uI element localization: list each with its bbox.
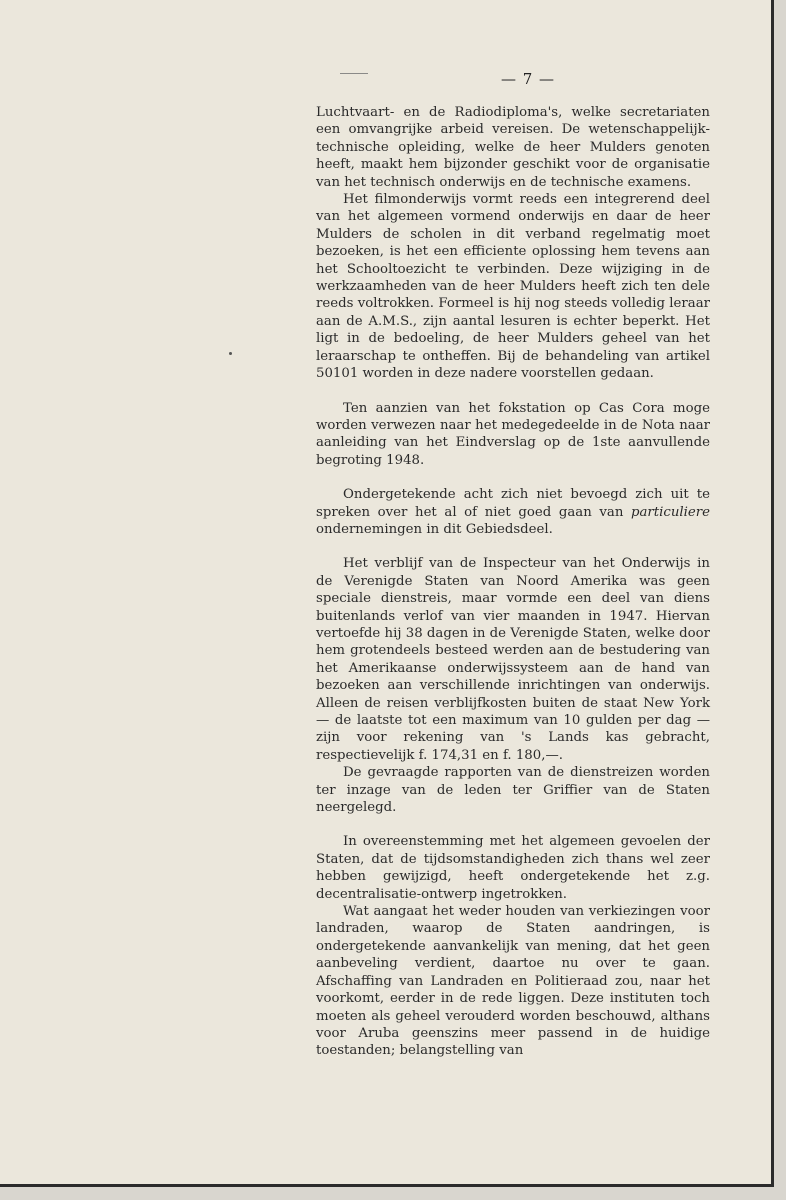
paragraph-6: De gevraagde rapporten van de dienstreizen worden ter inzage van de leden ter Griffier van de Staten neergelegd. [316,765,710,816]
ink-spot [229,352,232,355]
pencil-mark [340,73,368,74]
paragraph-1: Luchtvaart- en de Radiodiploma's, welke secretariaten een omvangrijke arbeid vereisen. De wetenschappelijk-technische opleiding, welke de heer Mulders genoten heeft, maakt hem bijzonder geschikt voor de organisatie van het technisch onderwijs en de technische examens. [316,105,710,190]
paragraph-spacer [316,469,710,486]
paragraph-2: Het filmonderwijs vormt reeds een integrerend deel van het algemeen vormend onderwijs en daar de heer Mulders de scholen in dit verband regelmatig moet bezoeken, is het een efficiente oplossing hem tevens aan het Schooltoezicht te verbinden. Deze wijziging in de werkzaamheden van de heer Mulders heeft zich ten dele reeds voltrokken. Formeel is hij nog steeds volledig leraar aan de A.M.S., zijn aantal lesuren is echter beperkt. Het ligt in de bedoeling, de heer Mulders geheel van het leraarschap te ontheffen. Bij de behandeling van artikel 50101 worden in deze nadere voorstellen gedaan. [316,192,710,382]
paragraph-5: Het verblijf van de Inspecteur van het Onderwijs in de Verenigde Staten van Noord Amerika was geen speciale dienstreis, maar vormde een deel van diens buitenlands verlof van vier maanden in 1947. Hiervan vertoefde hij 38 dagen in de Verenigde Staten, welke door hem grotendeels besteed werden aan de bestudering van het Amerikaanse onderwijssysteem aan de hand van bezoeken aan verschillende inrichtingen van onderwijs. Alleen de reisen verblijfkosten buiten de staat New York — de laatste tot een maximum van 10 gulden per dag — zijn voor rekening van 's Lands kas gebracht, respectievelijk f. 174,31 en f. 180,—. [316,556,710,763]
paragraph-7: In overeenstemming met het algemeen gevoelen der Staten, dat de tijdsomstandigheden zich thans wel zeer hebben gewijzigd, heeft ondergetekende het z.g. decentralisatie-ontwerp ingetrokken. [316,834,710,902]
paragraph-spacer [316,538,710,555]
page-number: — 7 — [500,70,556,88]
body-text [316,104,710,1060]
paragraph-spacer [316,816,710,833]
paragraph-4-text-before: Ondergetekende acht zich niet bevoegd zich uit te spreken over het al of niet goed gaan van [316,487,710,520]
paragraph-4 [316,486,710,538]
paragraph-8: Wat aangaat het weder houden van verkiezingen voor landraden, waarop de Staten aandringen, is ondergetekende aanvankelijk van mening, dat het geen aanbeveling verdient, daartoe nu over te gaan. Afschaffing van Landraden en Politieraad zou, naar het voorkomt, eerder in de rede liggen. Deze instituten toch moeten als geheel verouderd worden beschouwd, althans voor Aruba geenszins meer passend in de huidige toestanden; belangstelling van [316,904,710,1059]
paragraph-3: Ten aanzien van het fokstation op Cas Cora moge worden verwezen naar het medegedeelde in de Nota naar aanleiding van het Eindverslag op de 1ste aanvullende begroting 1948. [316,400,710,468]
paragraph-4-emphasis: particuliere [630,504,710,520]
paragraph-4-text-after: ondernemingen in dit Gebiedsdeel. [316,521,553,537]
paragraph-spacer [316,383,710,400]
